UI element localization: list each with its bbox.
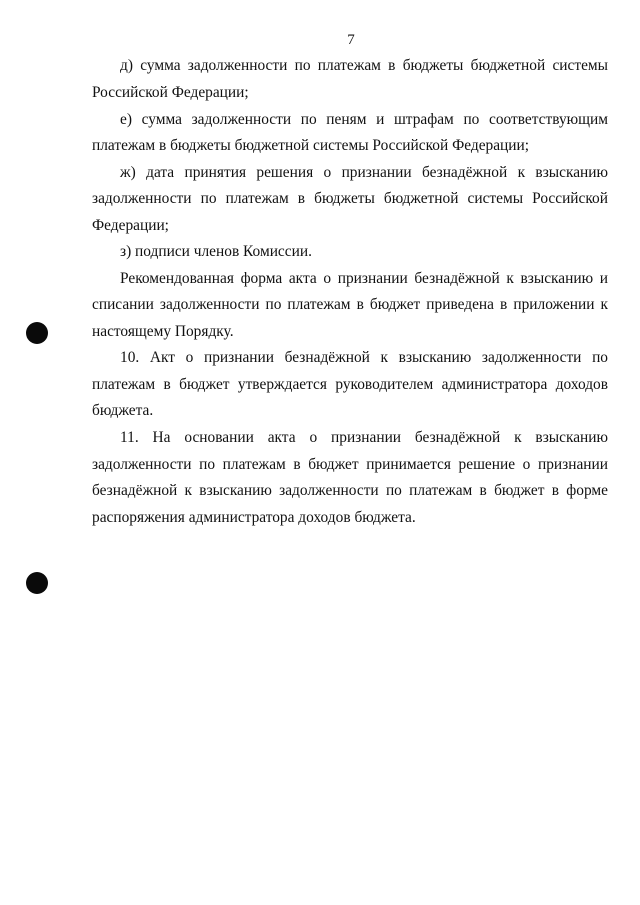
- paragraph-d-line-2: Российской Федерации;: [92, 84, 249, 101]
- paragraph-e-line-2: платежам в бюджеты бюджетной системы Российской Федерации;: [92, 137, 530, 154]
- paragraph-item-11-line-3: безнадёжной к взысканию задолженности по платежам в бюджет в форме: [92, 482, 608, 499]
- paragraph-item-10-line-2: платежам в бюджет утверждается руководителем администратора доходов: [92, 376, 608, 393]
- paragraph-item-10-line-3: бюджета.: [92, 402, 154, 419]
- paragraph-recommended-form-line-1: Рекомендованная форма акта о признании безнадёжной к взысканию и: [120, 270, 608, 287]
- paragraph-item-11-line-1: 11. На основании акта о признании безнадёжной к взысканию: [120, 429, 608, 446]
- paragraph-recommended-form-line-3: настоящему Порядку.: [92, 323, 234, 340]
- paragraph-z-line-1: з) подписи членов Комиссии.: [120, 243, 312, 260]
- punch-hole-lower: [26, 572, 48, 594]
- paragraph-zh-line-1: ж) дата принятия решения о признании безнадёжной к взысканию: [120, 164, 608, 181]
- paragraph-item-11-line-2: задолженности по платежам в бюджет принимается решение о признании: [92, 456, 608, 473]
- paragraph-zh-line-2: задолженности по платежам в бюджеты бюджетной системы Российской: [92, 190, 608, 207]
- paragraph-e-line-1: е) сумма задолженности по пеням и штрафам по соответствующим: [120, 111, 608, 128]
- paragraph-d-line-1: д) сумма задолженности по платежам в бюджеты бюджетной системы: [120, 57, 608, 74]
- punch-hole-upper: [26, 322, 48, 344]
- page-number: 7: [347, 32, 355, 48]
- paragraph-zh-line-3: Федерации;: [92, 217, 169, 234]
- paragraph-recommended-form-line-2: списании задолженности по платежам в бюджет приведена в приложении к: [92, 296, 608, 313]
- paragraph-item-10-line-1: 10. Акт о признании безнадёжной к взысканию задолженности по: [120, 349, 608, 366]
- paragraph-item-11-line-4: распоряжения администратора доходов бюджета.: [92, 509, 416, 526]
